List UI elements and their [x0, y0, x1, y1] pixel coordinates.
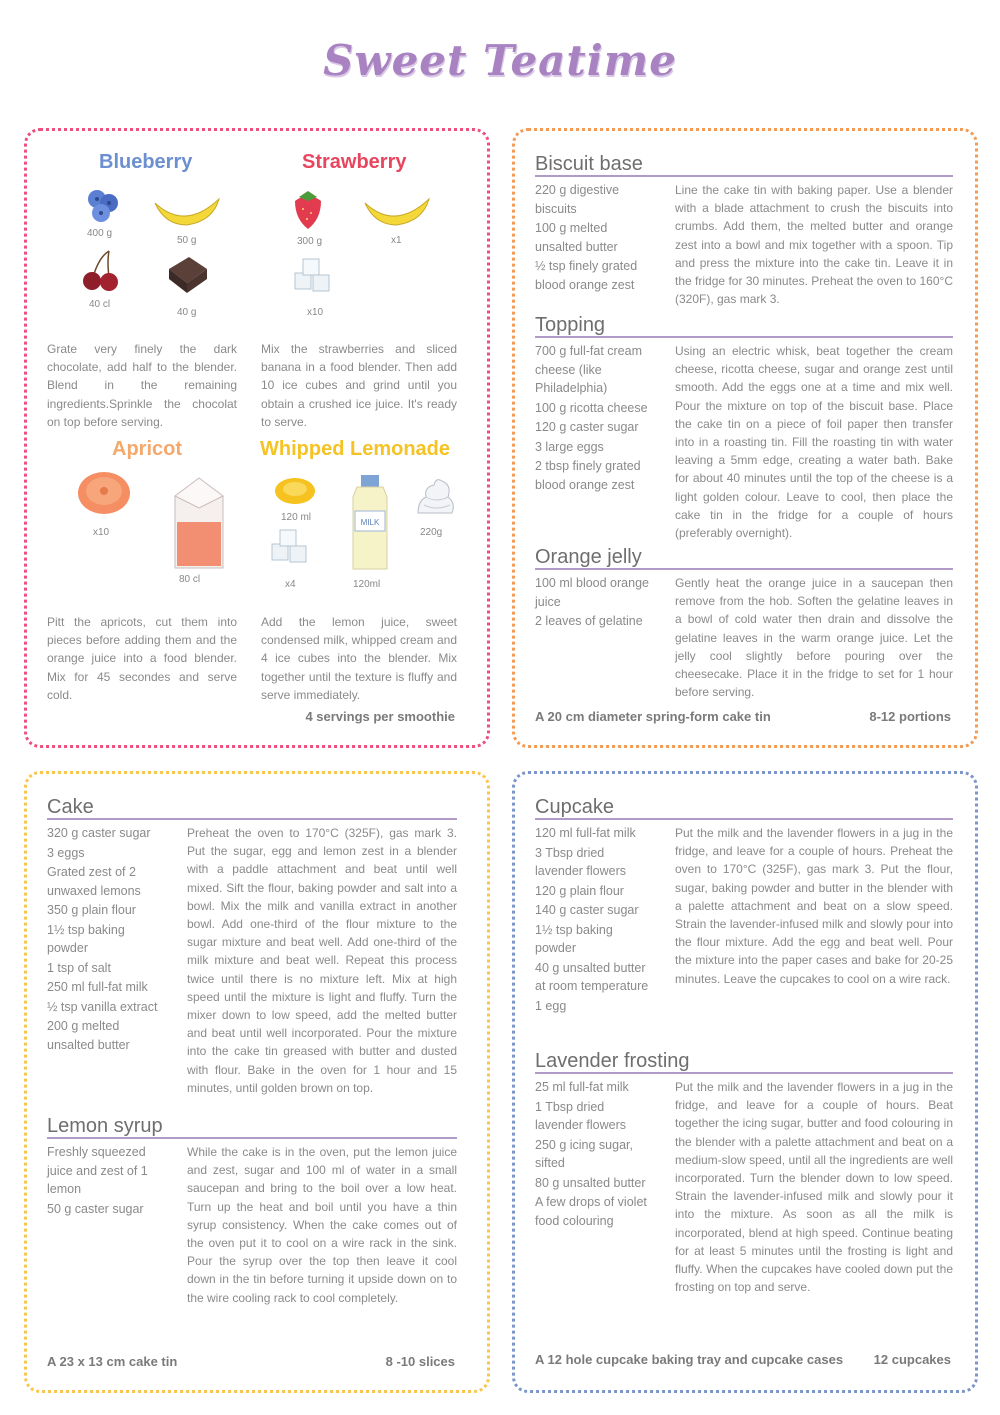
lavender-frosting-title: Lavender frosting	[535, 1050, 953, 1074]
ingredient: 1½ tsp baking powder	[535, 922, 613, 955]
strawberry-title: Strawberry	[302, 151, 407, 173]
ingredient: 2 tbsp finely grated blood orange zest	[535, 459, 641, 492]
blueberry-qty-berries: 400 g	[87, 228, 113, 239]
cheesecake-tin: A 20 cm diameter spring-form cake tin	[535, 709, 771, 724]
ingredient: 250 g icing sugar, sifted	[535, 1137, 633, 1170]
ingredient: 350 g plain flour	[47, 903, 136, 917]
ingredient: 100 g ricotta cheese	[535, 400, 648, 415]
cupcake-ingredients	[535, 824, 655, 1016]
ingredient: 2 leaves of gelatine	[535, 614, 643, 628]
ingredient: 120 g caster sugar	[535, 420, 639, 434]
topping-method: Using an electric whisk, beat together the cream cheese, ricotta cheese, sugar and orange zest until smooth. Add the eggs one at a time and mix well. Pour the mixture on top of the biscuit base. Place the cake tin on a piece of foil paper then transfer into in a roasting tin. Fill the roasting tin with water leaving a 5mm edge, creating a water bath. Bake for about 40 minutes until the top of the cheese is a light golden colour. Leave to cool, then place the cake tin in the fridge for a couple of hours (preferably overnight).	[675, 344, 953, 541]
ingredient: 700 g full-fat cream cheese (like Philadelphia)	[535, 344, 642, 395]
ingredient: 100 ml blood orange juice	[535, 576, 649, 609]
lemonade-qty-milk: 120ml	[353, 579, 381, 590]
blueberry-description: Grate very finely the dark chocolate, add half to the blender. Blend in the remaining ingredients.Sprinkle the chocolat on top before serving.	[47, 342, 237, 429]
cupcake-tray: A 12 hole cupcake baking tray and cupcake cases	[535, 1352, 844, 1367]
lemon-syrup-title: Lemon syrup	[47, 1115, 457, 1139]
strawberry-qty-ice: x10	[307, 307, 324, 318]
ice-cubes-icon	[268, 528, 316, 574]
lavender-frosting-ingredients	[535, 1078, 655, 1231]
blueberry-qty-banana: 50 g	[177, 235, 197, 246]
lemonade-qty-ice: x4	[285, 579, 296, 590]
ingredient: ½ tsp vanilla extract	[47, 999, 158, 1014]
blueberry-title: Blueberry	[99, 151, 193, 173]
ingredient: 120 g plain flour	[535, 883, 624, 898]
ingredient: 3 large eggs	[535, 439, 604, 454]
strawberry-qty-berries: 300 g	[297, 236, 323, 247]
cake-slices: 8 -10 slices	[385, 1354, 455, 1369]
cupcake-count: 12 cupcakes	[873, 1352, 951, 1367]
blueberries-icon	[83, 186, 123, 226]
ingredient: 1 egg	[535, 998, 567, 1013]
ingredient: 200 g melted unsalted butter	[47, 1019, 130, 1052]
cupcake-method: Put the milk and the lavender flowers in a jug in the fridge, and leave for a couple of hours. Preheat the oven to 170°C (325F), gas mark 3. Put the flour, sugar, baking powder and butter in the blender with a palette attachment and beat on a slow speed. Strain the lavender-infused milk and slowly pour into the flour mixture. Add the egg and beat well. Pour the mixture into the paper cases and bake for 20-25 minutes. Leave the cupcakes to cool on a wire rack.	[675, 826, 953, 986]
cupcake-title: Cupcake	[535, 796, 953, 820]
topping-ingredients	[535, 342, 653, 495]
ingredient: 320 g caster sugar	[47, 826, 151, 840]
lemon-icon	[271, 475, 319, 507]
blueberry-qty-chocolate: 40 g	[177, 307, 197, 318]
strawberry-icon	[289, 187, 327, 231]
ingredient: 250 ml full-fat milk	[47, 980, 148, 994]
ingredient: 3 Tbsp dried lavender flowers	[535, 845, 627, 878]
page-title: Sweet Teatime	[323, 36, 677, 85]
strawberry-qty-banana: x1	[391, 235, 402, 246]
ingredient: 1 tsp of salt	[47, 960, 111, 975]
banana-icon	[361, 191, 433, 231]
biscuit-base-title: Biscuit base	[535, 153, 953, 177]
apricot-description: Pitt the apricots, cut them into pieces before adding them and the orange juice into a food blender. Mix for 45 secondes and serve cold.	[47, 615, 237, 702]
ingredient: 3 eggs	[47, 845, 85, 860]
topping-title: Topping	[535, 314, 953, 338]
condensed-milk-bottle-icon	[345, 473, 395, 575]
ingredient: ½ tsp finely grated blood orange zest	[535, 259, 638, 292]
lemon-syrup-method: While the cake is in the oven, put the lemon juice and zest, sugar and 100 ml of water in a small saucepan and bring to the boil over a low heat. Turn up the heat and boil until you have a thin syrup consistency. When the cake comes out of the oven put it to cool on a wire rack in the sink. Pour the syrup over the top then leave it cool down in the tin before turning it upside down on to the wire cooling rack to cool completely.	[187, 1145, 457, 1305]
ingredient: 40 g unsalted butter at room temperature	[535, 960, 649, 993]
ingredient: 50 g caster sugar	[47, 1201, 144, 1216]
lavender-frosting-method: Put the milk and the lavender flowers in a jug in the fridge, and leave for a couple of hours. Beat together the icing sugar, butter and food colouring in the blender with a palette attachment and beat on a medium-slow speed, until all the ingredients are well incorporated. Turn the blender down to low speed. Strain the lavender-infused milk and slowly pour it into the mixture. As soon as all the milk is incorporated, blend at high speed. Continue beating for at least 5 minutes until the frosting is light and fluffy. When the cupcakes have cooled down put the frosting on top and serve.	[675, 1080, 953, 1295]
orange-jelly-method: Gently heat the orange juice in a saucepan then remove from the hob. Soften the gelatine leaves in a bowl of cold water then drain and dissolve the gelatine leaves in the warm orange juice. Let the jelly cool slightly before pouring over the cheesecake. Place it in the fridge to set for 1 hour before serving.	[675, 576, 953, 700]
cheesecake-panel	[512, 128, 978, 748]
orange-jelly-ingredients	[535, 574, 657, 632]
cake-panel	[24, 771, 490, 1393]
apricot-title: Apricot	[112, 438, 182, 460]
ingredient: 220 g digestive biscuits	[535, 183, 620, 216]
lemonade-description: Add the lemon juice, sweet condensed milk, whipped cream and 4 ice cubes into the blender. Mix together until the texture is fluffy and serve immediately.	[261, 615, 457, 702]
cherries-icon	[79, 249, 123, 295]
ingredient: 100 g melted unsalted butter	[535, 221, 618, 254]
cake-ingredients	[47, 824, 165, 1055]
biscuit-base-ingredients	[535, 181, 653, 295]
apricot-qty-juice: 80 cl	[179, 574, 201, 585]
blueberry-qty-milk: 40 cl	[89, 299, 111, 310]
cake-title: Cake	[47, 796, 457, 820]
ingredient: Freshly squeezed juice and zest of 1 lemon	[47, 1145, 148, 1196]
strawberry-description: Mix the strawberries and sliced banana in a food blender. Then add 10 ice cubes and grind until you obtain a crushed ice juice. It's ready to serve.	[261, 342, 457, 429]
milk-label: MILK	[360, 518, 380, 527]
ingredient: Grated zest of 2 unwaxed lemons	[47, 865, 141, 898]
smoothies-panel	[24, 128, 490, 748]
cupcake-panel	[512, 771, 978, 1393]
ice-cubes-icon	[291, 257, 337, 303]
ingredient: 1 Tbsp dried lavender flowers	[535, 1099, 627, 1132]
ingredient: 1½ tsp baking powder	[47, 922, 125, 955]
banana-icon	[151, 191, 223, 231]
juice-carton-icon	[167, 474, 231, 572]
cake-method: Preheat the oven to 170°C (325F), gas mark 3. Put the sugar, egg and lemon zest in a blender with a paddle attachment and beat until well mixed. Sift the flour, baking powder and salt into a bowl. Mix the milk and vanilla extract in another bowl. Add one-third of the flour mixture to the sugar mixture and beat well. Add one-third of the milk mixture and beat well. Repeat this process twice until there is no mixture left. Mix at high speed until the mixture is light and fluffy. Turn the mixer down to low speed, add the melted butter and beat until well incorporated. Pour the mixture into the cake tin greased with butter and dusted with flour. Bake in the oven for 1 hour and 15 minutes, until golden brown on top.	[187, 826, 457, 1095]
lemonade-qty-lemon: 120 ml	[281, 512, 312, 523]
biscuit-base-method: Line the cake tin with baking paper. Use a blender with a blade attachment to crush the biscuits into crumbs. Add them, the melted butter and orange zest into a bowl and mix together with a spoon. Tip and press the mixture into the cake tin. Leave it in the fridge for 30 minutes. Preheat the oven to 160°C (320F), gas mark 3.	[675, 183, 953, 307]
smoothie-servings: 4 servings per smoothie	[305, 709, 455, 724]
chocolate-icon	[165, 255, 209, 295]
apricot-icon	[75, 469, 133, 519]
ingredient: 25 ml full-fat milk	[535, 1080, 629, 1094]
ingredient: 120 ml full-fat milk	[535, 826, 636, 840]
lemon-syrup-ingredients	[47, 1143, 165, 1219]
cake-tin: A 23 x 13 cm cake tin	[47, 1354, 178, 1369]
apricot-qty-fruit: x10	[93, 527, 110, 538]
cheesecake-portions: 8-12 portions	[869, 709, 951, 724]
lemonade-qty-cream: 220g	[420, 527, 443, 538]
whipped-cream-icon	[412, 475, 458, 521]
ingredient: A few drops of violet food colouring	[535, 1195, 647, 1228]
ingredient: 80 g unsalted butter	[535, 1175, 646, 1190]
ingredient: 140 g caster sugar	[535, 903, 639, 917]
orange-jelly-title: Orange jelly	[535, 546, 953, 570]
lemonade-title: Whipped Lemonade	[260, 438, 450, 460]
